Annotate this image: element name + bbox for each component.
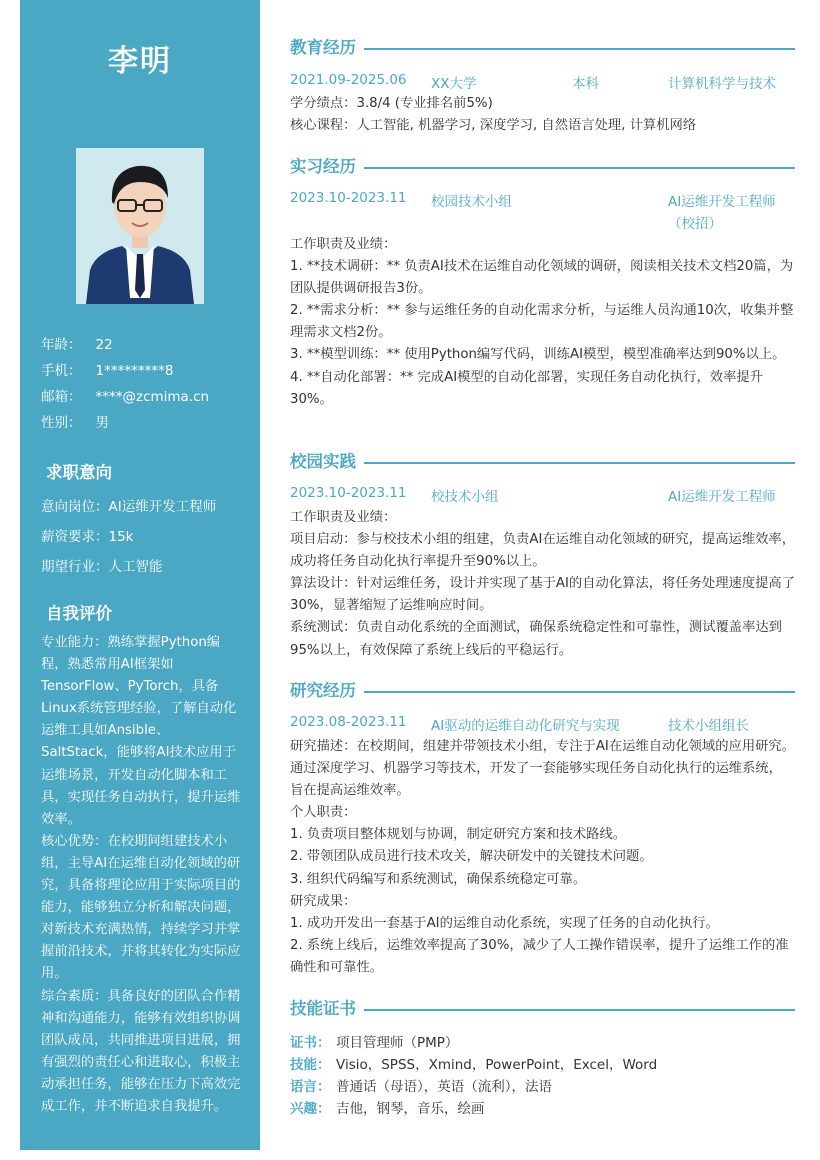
detail-line: 工作职责及业绩： [290,237,397,252]
detail-line: 项目启动：参与校技术小组的组建，负责AI在运维自动化领域的研究，提高运维效率，成功将任务自动化执行率提升至90%以上。 [290,532,796,570]
education-details [290,93,795,137]
eval-paragraph: 核心优势：在校期间组建技术小组，主导AI在运维自动化领域的研究，具备将理论应用于实际项目的能力，能够独立分析和解决问题，对新技术充满热情，持续学习并掌握前沿技术，并将其转化为实际应用。 [41,833,241,982]
self-eval-heading: 自我评价 [46,604,112,623]
campus-role: AI运维开发工程师 [668,489,776,505]
detail-line: 1. 成功开发出一套基于AI的运维自动化系统，实现了任务的自动化执行。 [290,915,719,931]
info-gender: 性别： 男 [41,415,109,431]
intern-role: AI运维开发工程师 [668,194,776,210]
sidebar [20,0,260,1150]
skill-tools: 技能： Visio，SPSS，Xmind，PowerPoint，Excel，Word [290,1057,658,1073]
research-period: 2023.08-2023.11 [290,714,407,730]
profile-photo [76,148,204,304]
detail-line: 3. 组织代码编写和系统测试，确保系统稳定可靠。 [290,871,587,887]
detail-line: 1. **技术调研：** 负责AI技术在运维自动化领域的调研，阅读相关技术文档20篇，为团队提供调研报告3份。 [290,259,794,297]
personal-info [41,334,251,438]
campus-org: 校技术小组 [431,489,499,505]
divider [290,167,795,169]
skills-heading: 技能证书 [290,997,795,1023]
detail-line: 1. 负责项目整体规划与协调，制定研究方案和技术路线。 [290,827,627,843]
internship-heading: 实习经历 [290,155,795,181]
research-project: AI驱动的运维自动化研究与实现 [431,718,620,734]
eval-paragraph: 专业能力：熟练掌握Python编程，熟悉常用AI框架如TensorFlow、PyTorch，具备Linux系统管理经验，了解自动化运维工具如Ansible、SaltStack，能够将AI技术应用于运维场景，开发自动化脚本和工具，实现任务自动执行，提升运维效率。 [41,635,241,827]
intern-role-note: （校招） [668,216,722,232]
detail-line: 个人职责： [290,805,357,821]
divider [290,691,795,693]
research-heading: 研究经历 [290,679,795,705]
intent-industry: 期望行业：人工智能 [41,559,163,575]
divider [290,1009,795,1011]
intern-period: 2023.10-2023.11 [290,190,407,206]
divider [290,48,795,50]
skill-languages: 语言： 普通话（母语），英语（流利），法语 [290,1079,552,1095]
campus-heading: 校园实践 [290,450,795,476]
internship-details [290,234,795,411]
intent-list [41,494,251,584]
detail-line: 研究成果： [290,893,357,909]
intent-position: 意向岗位：AI运维开发工程师 [41,499,217,515]
info-email: 邮箱： ****@zcmima.cn [41,389,210,405]
detail-line: 研究描述：在校期间，组建并带领技术小组，专注于AI在运维自动化领域的应用研究。通过深度学习、机器学习等技术，开发了一套能够实现任务自动化执行的运维系统，旨在提高运维效率。 [290,739,796,799]
edu-school: XX大学 [431,76,477,92]
info-phone: 手机： 1*********8 [41,363,174,379]
info-age: 年龄： 22 [41,337,113,353]
edu-courses: 核心课程：人工智能, 机器学习, 深度学习, 自然语言处理, 计算机网络 [290,118,697,134]
research-details [290,736,795,979]
campus-details [290,507,795,662]
research-role: 技术小组组长 [668,718,749,734]
detail-line: 算法设计：针对运维任务，设计并实现了基于AI的自动化算法，将任务处理速度提高了30%，显著缩短了运维响应时间。 [290,576,796,614]
detail-line: 2. 带领团队成员进行技术攻关，解决研发中的关键技术问题。 [290,849,653,865]
edu-gpa: 学分绩点：3.8/4 (专业排名前5%) [290,96,493,111]
detail-line: 3. **模型训练：** 使用Python编写代码，训练AI模型，模型准确率达到90%以上。 [290,347,786,363]
intent-heading: 求职意向 [46,463,112,482]
campus-period: 2023.10-2023.11 [290,485,407,501]
eval-paragraph: 综合素质：具备良好的团队合作精神和沟通能力，能够有效组织协调团队成员，共同推进项目进展，拥有强烈的责任心和进取心，积极主动承担任务，能够在压力下高效完成工作，并不断追求自我提升。 [41,988,241,1114]
edu-degree: 本科 [572,76,599,92]
detail-line: 2. 系统上线后，运维效率提高了30%，减少了人工操作错误率，提升了运维工作的准确性和可靠性。 [290,937,789,975]
education-heading: 教育经历 [290,36,795,62]
detail-line: 系统测试：负责自动化系统的全面测试，确保系统稳定性和可靠性，测试覆盖率达到95%以上，有效保障了系统上线后的平稳运行。 [290,620,782,658]
self-eval-text [41,632,241,1118]
candidate-name: 李明 [108,44,172,79]
detail-line: 2. **需求分析：** 参与运维任务的自动化需求分析，与运维人员沟通10次，收集并整理需求文档2份。 [290,303,794,341]
skill-interests: 兴趣： 吉他，钢琴，音乐，绘画 [290,1101,485,1117]
detail-line: 工作职责及业绩： [290,510,397,525]
skill-cert: 证书： 项目管理师（PMP） [290,1035,459,1051]
detail-line: 4. **自动化部署：** 完成AI模型的自动化部署，实现任务自动化执行，效率提升30%。 [290,369,763,407]
divider [290,462,795,464]
intent-salary: 薪资要求：15k [41,529,134,545]
edu-major: 计算机科学与技术 [668,76,776,92]
edu-period: 2021.09-2025.06 [290,72,407,88]
intern-org: 校园技术小组 [431,194,512,210]
